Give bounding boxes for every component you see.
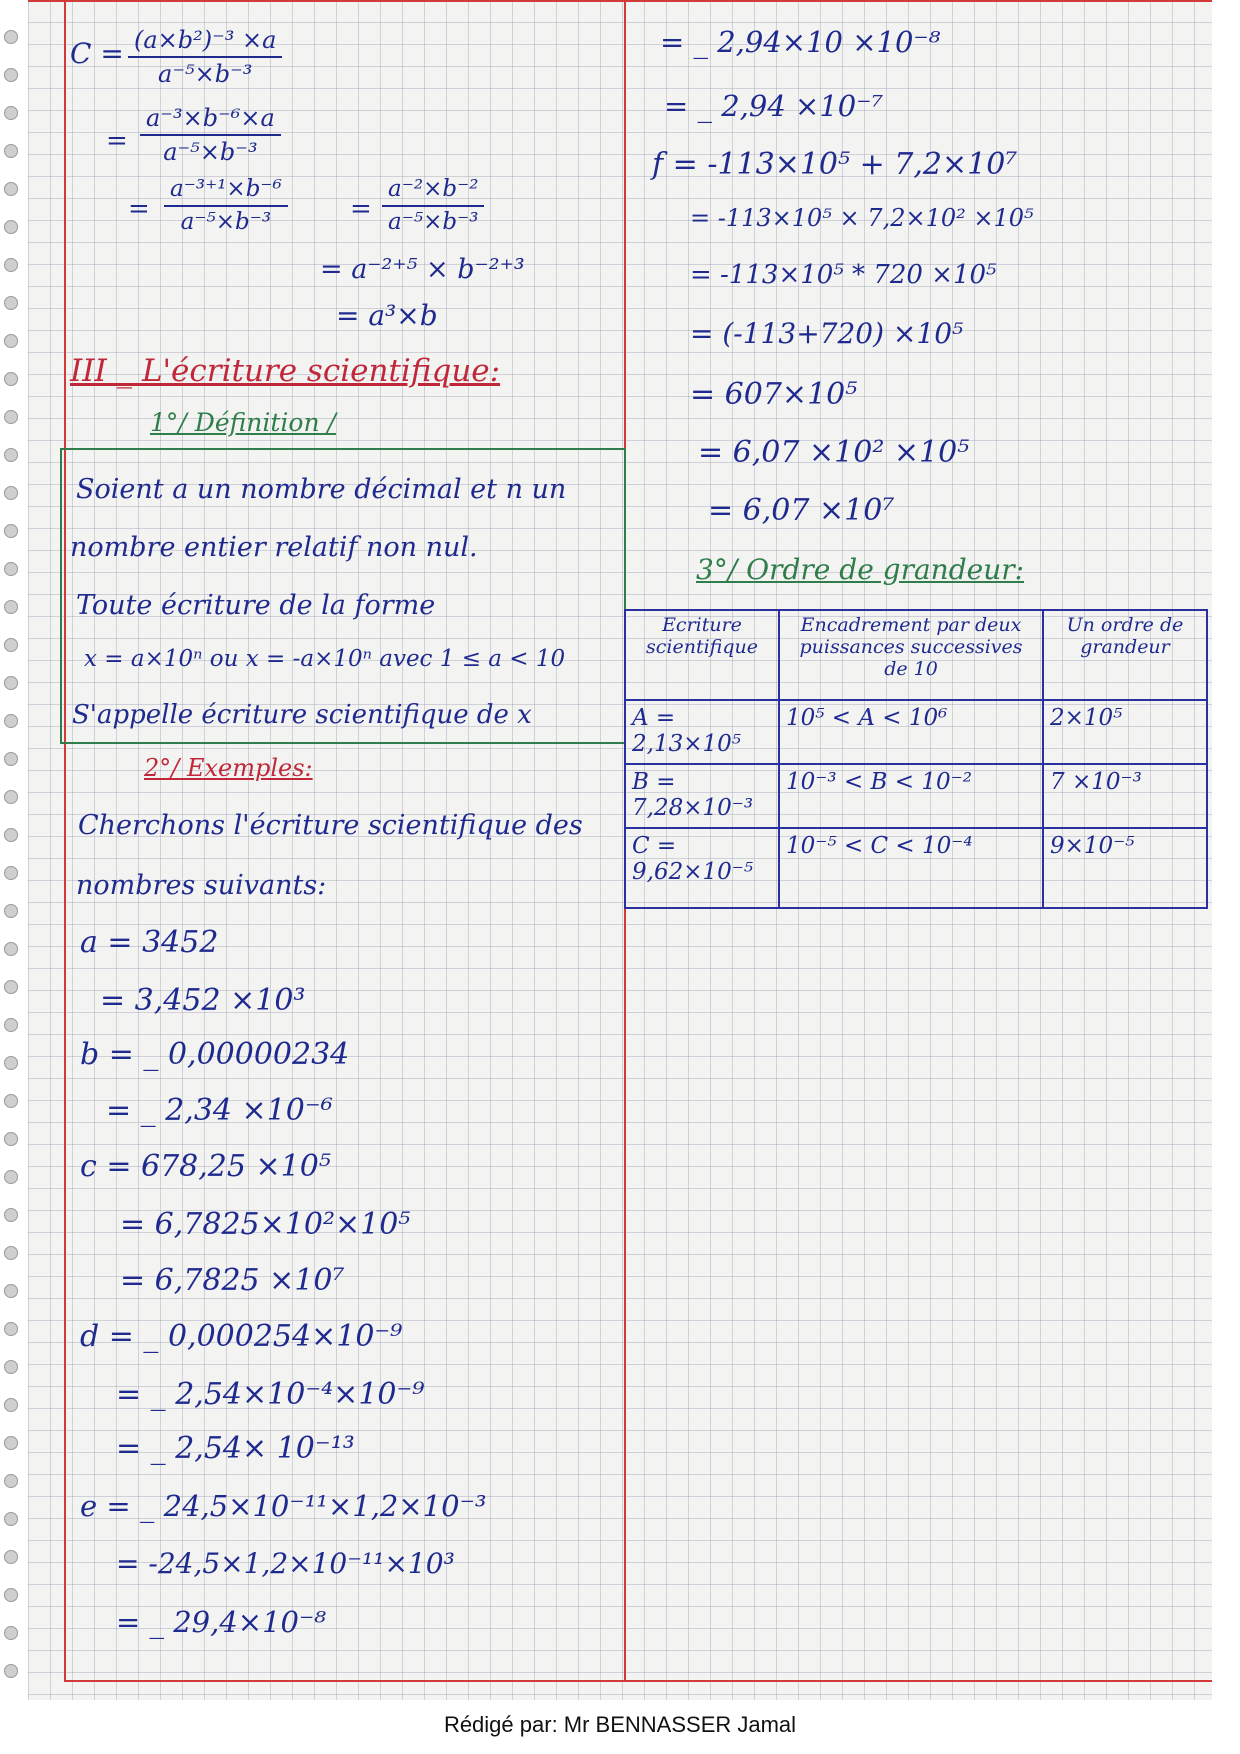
spiral-hole: [4, 30, 18, 44]
spiral-hole: [4, 752, 18, 766]
spiral-hole: [4, 106, 18, 120]
spiral-hole: [4, 448, 18, 462]
table-row: [625, 700, 1207, 764]
example-d-line-3: = _ 2,54× 10⁻¹³: [116, 1431, 355, 1466]
definition-line-5: S'appelle écriture scientifique de x: [72, 700, 532, 730]
c-line-5: = a⁻²⁺⁵ × b⁻²⁺³: [320, 254, 525, 285]
definition-line-3: Toute écriture de la forme: [76, 590, 436, 621]
spiral-hole: [4, 1360, 18, 1374]
spiral-hole: [4, 486, 18, 500]
spiral-hole: [4, 904, 18, 918]
examples-title: 2°/ Exemples:: [144, 754, 313, 782]
spiral-hole: [4, 1246, 18, 1260]
example-a-line-2: = 3,452 ×10³: [100, 983, 306, 1018]
spiral-hole: [4, 980, 18, 994]
table-row: [625, 764, 1207, 828]
c-label: C =: [70, 37, 124, 70]
c-fraction-2-numerator: a⁻³×b⁻⁶×a: [140, 106, 281, 136]
spiral-hole: [4, 220, 18, 234]
c-equals-4: =: [350, 194, 372, 224]
example-a-line-1: a = 3452: [80, 925, 219, 960]
example-e-line-1: e = _ 24,5×10⁻¹¹×1,2×10⁻³: [80, 1489, 487, 1523]
table-cell: 10⁻³ < B < 10⁻²: [779, 764, 1043, 828]
spiral-hole: [4, 1550, 18, 1564]
footer-author: Rédigé par: Mr BENNASSER Jamal: [443, 1712, 797, 1737]
table-cell: 10⁵ < A < 10⁶: [779, 700, 1043, 764]
order-of-magnitude-title: 3°/ Ordre de grandeur:: [696, 553, 1025, 586]
example-f-line-6: = 6,07 ×10² ×10⁵: [698, 435, 970, 470]
example-d-line-1: d = _ 0,000254×10⁻⁹: [80, 1319, 403, 1354]
spiral-hole: [4, 828, 18, 842]
c-equals-2: =: [106, 126, 128, 156]
spiral-hole: [4, 1626, 18, 1640]
c-fraction-1-numerator: (a×b²)⁻³ ×a: [128, 28, 282, 58]
spiral-hole: [4, 676, 18, 690]
c-fraction-3-denominator: a⁻⁵×b⁻³: [180, 209, 272, 235]
example-b-line-2: = _ 2,34 ×10⁻⁶: [106, 1093, 333, 1128]
definition-line-2: nombre entier relatif non nul.: [70, 532, 478, 563]
example-e-line-3: = _ 29,4×10⁻⁸: [116, 1605, 326, 1639]
c-line-6: = a³×b: [336, 299, 438, 332]
spiral-hole: [4, 1094, 18, 1108]
spiral-hole: [4, 1018, 18, 1032]
spiral-hole: [4, 182, 18, 196]
spiral-hole: [4, 1170, 18, 1184]
table-cell: A = 2,13×10⁵: [625, 700, 779, 764]
spiral-hole: [4, 1588, 18, 1602]
left-margin-line: [64, 0, 66, 1680]
example-d-line-2: = _ 2,54×10⁻⁴×10⁻⁹: [116, 1377, 425, 1412]
spiral-hole: [4, 1132, 18, 1146]
spiral-hole: [4, 524, 18, 538]
examples-intro-line-1: Cherchons l'écriture scientifique des: [78, 810, 583, 841]
example-f-line-4: = (-113+720) ×10⁵: [690, 317, 964, 350]
example-f-line-5: = 607×10⁵: [690, 377, 858, 412]
order-of-magnitude-table: [624, 609, 1208, 909]
spiral-hole: [4, 258, 18, 272]
spiral-hole: [4, 372, 18, 386]
spiral-hole: [4, 1208, 18, 1222]
e-continued-line-1: = _ 2,94×10 ×10⁻⁸: [660, 25, 941, 59]
c-fraction-4-numerator: a⁻²×b⁻²: [382, 178, 484, 207]
spiral-hole: [4, 638, 18, 652]
c-fraction-3: [164, 178, 288, 234]
table-cell: B = 7,28×10⁻³: [625, 764, 779, 828]
example-f-line-2: = -113×10⁵ × 7,2×10² ×10⁵: [690, 204, 1034, 232]
table-header-cell: Ecriture scientifique: [625, 610, 779, 700]
spiral-hole: [4, 1056, 18, 1070]
example-e-line-2: = -24,5×1,2×10⁻¹¹×10³: [116, 1547, 455, 1580]
spiral-hole: [4, 714, 18, 728]
spiral-hole: [4, 144, 18, 158]
spiral-hole: [4, 790, 18, 804]
example-b-line-1: b = _ 0,00000234: [80, 1037, 350, 1072]
c-fraction-4-denominator: a⁻⁵×b⁻³: [388, 209, 479, 235]
c-fraction-2-denominator: a⁻⁵×b⁻³: [163, 138, 258, 166]
spiral-hole: [4, 1512, 18, 1526]
definition-title: 1°/ Définition /: [150, 408, 336, 437]
spiral-hole: [4, 1436, 18, 1450]
table-header-cell: Encadrement par deux puissances successives de 10: [779, 610, 1043, 700]
spiral-hole: [4, 1398, 18, 1412]
c-fraction-2: [140, 106, 281, 164]
table-cell: 9×10⁻⁵: [1043, 828, 1207, 908]
bottom-margin-line: [64, 1680, 1212, 1682]
c-fraction-1: [128, 28, 282, 86]
spiral-hole: [4, 600, 18, 614]
section-title: III _ L'écriture scientifique:: [70, 353, 501, 389]
table-row: [625, 828, 1207, 908]
definition-line-4: x = a×10ⁿ ou x = -a×10ⁿ avec 1 ≤ a < 10: [84, 646, 566, 672]
spiral-hole: [4, 562, 18, 576]
definition-line-1: Soient a un nombre décimal et n un: [76, 474, 567, 505]
table-cell: 10⁻⁵ < C < 10⁻⁴: [779, 828, 1043, 908]
e-continued-line-2: = _ 2,94 ×10⁻⁷: [664, 89, 884, 123]
example-f-line-7: = 6,07 ×10⁷: [708, 493, 895, 528]
example-c-line-3: = 6,7825 ×10⁷: [120, 1263, 345, 1298]
spiral-hole: [4, 1474, 18, 1488]
c-fraction-1-denominator: a⁻⁵×b⁻³: [158, 60, 253, 88]
top-margin-line: [28, 0, 1212, 2]
spiral-hole: [4, 1322, 18, 1336]
notebook-spiral-holes: [0, 0, 28, 1700]
spiral-hole: [4, 1664, 18, 1678]
spiral-hole: [4, 1284, 18, 1298]
table-cell: 7 ×10⁻³: [1043, 764, 1207, 828]
c-fraction-4: [382, 178, 484, 234]
example-f-line-1: f = -113×10⁵ + 7,2×10⁷: [652, 147, 1018, 182]
spiral-hole: [4, 68, 18, 82]
spiral-hole: [4, 296, 18, 310]
spiral-hole: [4, 866, 18, 880]
example-f-line-3: = -113×10⁵ * 720 ×10⁵: [690, 260, 997, 290]
table-cell: C = 9,62×10⁻⁵: [625, 828, 779, 908]
spiral-hole: [4, 334, 18, 348]
table-header-cell: Un ordre de grandeur: [1043, 610, 1207, 700]
example-c-line-1: c = 678,25 ×10⁵: [80, 1149, 331, 1184]
spiral-hole: [4, 942, 18, 956]
spiral-hole: [4, 410, 18, 424]
table-header-row: [625, 610, 1207, 700]
c-equals-3: =: [128, 194, 150, 224]
table-cell: 2×10⁵: [1043, 700, 1207, 764]
c-fraction-3-numerator: a⁻³⁺¹×b⁻⁶: [164, 178, 288, 207]
examples-intro-line-2: nombres suivants:: [76, 870, 327, 901]
example-c-line-2: = 6,7825×10²×10⁵: [120, 1207, 411, 1242]
